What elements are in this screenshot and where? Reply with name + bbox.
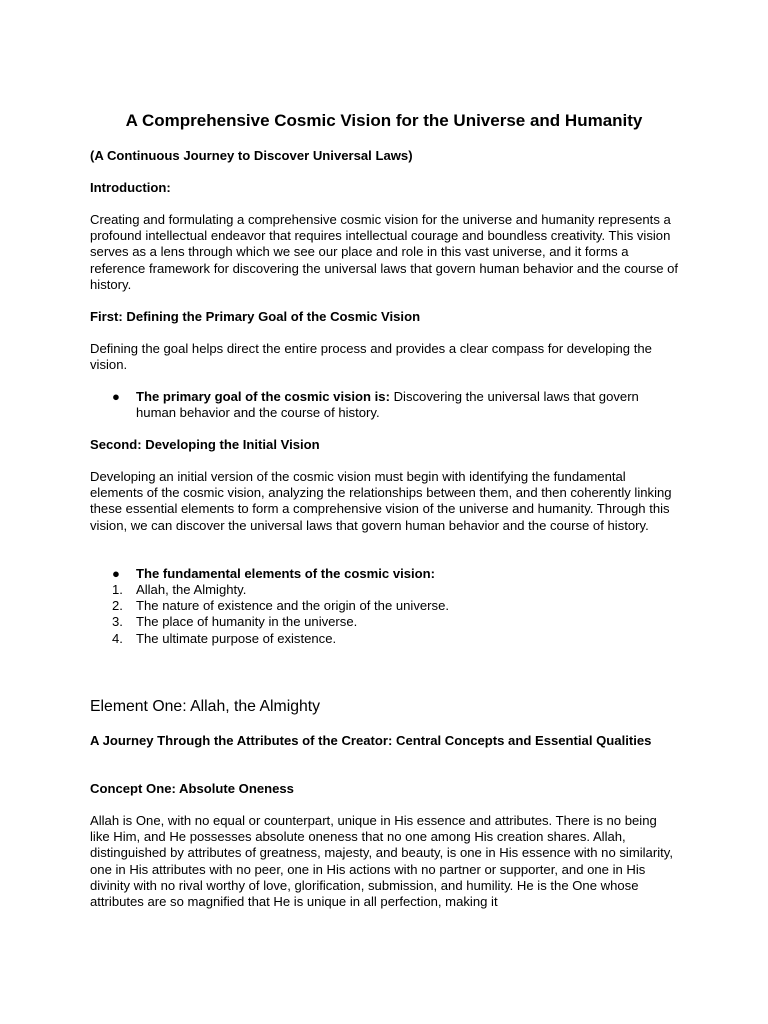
document-subtitle: (A Continuous Journey to Discover Universal Laws)	[90, 148, 413, 163]
second-section-heading: Second: Developing the Initial Vision	[90, 437, 320, 452]
second-section-paragraph: Developing an initial version of the cosmic vision must begin with identifying the fundamental elements of the cosmic vision, analyzing the relationships between them, and then coherently linking these essential elements to form a comprehensive vision of the universe and humanity. Through this vision, we can discover the universal laws that govern human behavior and the course of history.	[90, 469, 672, 533]
list-text: The place of humanity in the universe.	[136, 614, 358, 629]
fundamental-elements-bullet	[90, 566, 690, 583]
first-section-heading: First: Defining the Primary Goal of the Cosmic Vision	[90, 309, 421, 324]
concept-one-heading: Concept One: Absolute Oneness	[90, 781, 294, 796]
bullet-marker: ●	[112, 566, 120, 581]
bullet-marker: ●	[112, 389, 120, 404]
bullet-text	[136, 389, 676, 421]
list-text: The nature of existence and the origin of the universe.	[136, 598, 449, 613]
bullet-bold-label: The fundamental elements of the cosmic vision:	[136, 566, 436, 581]
journey-heading: A Journey Through the Attributes of the Creator: Central Concepts and Essential Qualities	[90, 733, 652, 748]
list-number: 4.	[112, 631, 123, 646]
list-item	[90, 631, 690, 648]
primary-goal-bullet	[90, 389, 690, 423]
list-text: Allah, the Almighty.	[136, 582, 247, 597]
list-number: 3.	[112, 614, 123, 629]
element-one-heading: Element One: Allah, the Almighty	[90, 698, 321, 715]
bullet-rest-text: Discovering the universal laws that govern human behavior and the course of history.	[136, 389, 639, 421]
first-section-paragraph: Defining the goal helps direct the entire process and provides a clear compass for developing the vision.	[90, 341, 652, 373]
list-item	[90, 598, 690, 615]
list-number: 2.	[112, 598, 123, 613]
list-item	[90, 614, 690, 631]
intro-heading: Introduction:	[90, 180, 171, 195]
bullet-bold-label: The primary goal of the cosmic vision is:	[136, 389, 390, 404]
list-number: 1.	[112, 582, 123, 597]
list-text: The ultimate purpose of existence.	[136, 631, 337, 646]
list-item	[90, 582, 690, 599]
intro-paragraph: Creating and formulating a comprehensive cosmic vision for the universe and humanity represents a profound intellectual endeavor that requires intellectual courage and boundless creativity. This vision serves as a lens through which we see our place and role in this vast universe, and it forms a reference framework for discovering the universal laws that govern human behavior and the course of history.	[90, 212, 679, 292]
concept-one-paragraph: Allah is One, with no equal or counterpart, unique in His essence and attributes. There is no being like Him, and He possesses absolute oneness that no one among His creation shares. Allah, distinguished by attributes of greatness, majesty, and beauty, is one in His essence with no similarity, one in His attributes with no peer, one in His actions with no partner or supporter, and one in His divinity with no rival worthy of love, glorification, submission, and humility. He is the One whose attributes are so magnified that He is unique in all perfection, making it	[90, 813, 673, 910]
document-title: A Comprehensive Cosmic Vision for the Universe and Humanity	[125, 111, 643, 130]
